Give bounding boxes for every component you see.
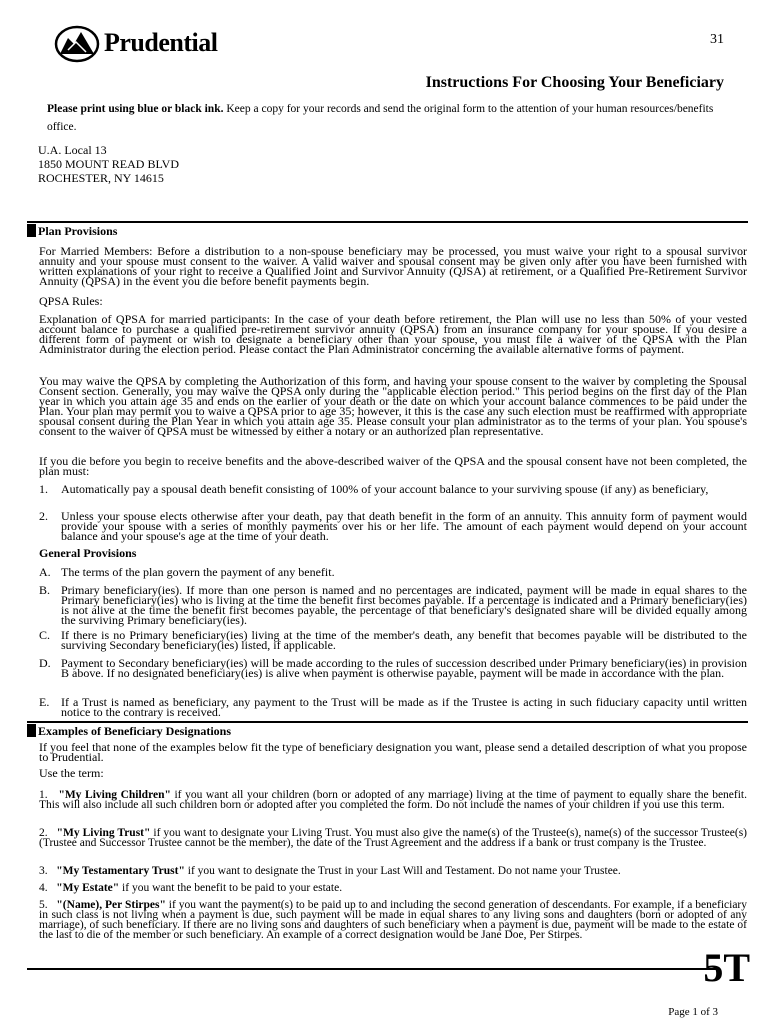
address-block [38,143,179,185]
section-heading-plan-provisions: Plan Provisions [27,224,117,239]
qpsa-waiver-text: You may waive the QPSA by completing the Authorization of this form, and having your spouse consent to the waiver by completing the Spousal Consent section. Generally, you may waive the QPSA only during the "applicable election period." This period begins on the first day of the Plan year in which you attain age 35 and ends on the earlier of your death or the date on which your account balance commences to be paid under the Plan. Your plan may permit you to waive a QPSA prior to age 35; however, it this is the case any such election must be reaffirmed with appropriate spousal consent during the Plan Year in which you attain age 35. Please consult your plan administrator as to the terms of your plan. You spouse's consent to the waiver of QPSA must be witnessed by either a notary or an authorized plan representative. [39,374,747,438]
list-item: C. If there is no Primary beneficiary(ies) living at the time of the member's death, any benefit that becomes payable will be distributed to the surviving Secondary beneficiary(ies) listed, if applicable. [39,628,747,652]
list-item: B. Primary beneficiary(ies). If more than one person is named and no percentages are indicated, payment will be made in equal shares to the Primary beneficiary(ies) who is living at the time the benefit first becomes payable. If a percentage is indicated and a Primary beneficiary(ies) is not alive at the time the benefit first becomes payable, the percentage of that beneficiary's designated share will be divided equally among the surviving Primary beneficiary(ies). [39,583,747,627]
if-die-text: If you die before you begin to receive benefits and the above-described waiver of the QPSA and the spousal consent have not been completed, the plan must: [39,454,747,478]
page-number: 31 [710,32,724,47]
list-item: E. If a Trust is named as beneficiary, any payment to the Trust will be made as if the Trustee is acting in such fiduciary capacity until written notice to the contrary is received. [39,695,747,719]
ink-instruction: Please print using blue or black ink. [47,103,224,115]
section-heading-examples: Examples of Beneficiary Designations [27,724,231,739]
divider [27,968,717,970]
list-item: 1. "My Living Children" if you want all your children (born or adopted of any marriage) living at the time of payment to equally share the benefit. This will also include all such children born or adopted after you completed the form. Do not include the names of your children if you use this term. [39,789,748,811]
intro-text [47,100,727,136]
list-item: 4. "My Estate" if you want the benefit to be paid to your estate. [39,882,343,894]
list-item: 3. "My Testamentary Trust" if you want to designate the Trust in your Last Will and Testament. Do not name your Trustee. [39,865,621,877]
section-marker-icon [27,224,36,237]
list-item: 5. "(Name), Per Stirpes" if you want the payment(s) to be paid up to and including the second generation of descendants. For example, if a beneficiary in such class is not living when a payment is due, such payment will be made in equal shares to any living sons and daughters (born or adopted of any marriage), of such beneficiary. If there are no living sons and daughters of such beneficiary when a payment is due, payment will be made to the estate of the last to die of the member or such beneficiary. An example of a correct designation would be Jane Doe, Per Stirpes. [39,899,747,941]
address-line-2: 1850 MOUNT READ BLVD [38,157,180,171]
divider [27,221,748,223]
section-marker-icon [27,724,36,737]
rock-icon [54,24,100,64]
divider [27,721,748,723]
list-item: 2. Unless your spouse elects otherwise after your death, pay that death benefit in the form of an annuity. This annuity form of payment would provide your spouse with a series of monthly payments over his or her life. The amount of each payment would depend on your account balance and your spouse's age at the time of your death. [39,509,747,543]
section-heading-general-provisions: General Provisions [39,546,137,560]
page-count: Page 1 of 3 [668,1006,718,1018]
logo-wordmark: Prudential [104,28,218,57]
qpsa-rules-label: QPSA Rules: [39,294,103,308]
married-members-text: For Married Members: Before a distribution to a non-spouse beneficiary may be processed, you must waive your right to a spousal survivor annuity and your spouse must consent to the waiver. A valid waiver and spousal consent may be given only after you have been furnished with written explanations of your right to receive a Qualified Joint and Survivor Annuity (QJSA) at retirement, or a Qualified Pre-Retirement Survivor Annuity (QPSA) in the event you die before benefit payments begin. [39,244,747,288]
form-code: 5T [703,945,750,990]
intro-rest: Keep a copy for your records and send the original form to the attention of your human resources/benefits office. [47,103,714,133]
list-item: D. Payment to Secondary beneficiary(ies) will be made according to the rules of succession described under Primary beneficiary(ies) in provision B above. If no designated beneficiary(ies) is alive when payment is otherwise payable, payment will be made in accordance with the plan. [39,656,747,680]
list-item: A. The terms of the plan govern the payment of any benefit. [39,565,335,579]
page-title: Instructions For Choosing Your Beneficiary [425,74,724,91]
examples-intro-text: If you feel that none of the examples below fit the type of beneficiary designation you want, please send a detailed description of what you propose to Prudential. [39,740,747,764]
qpsa-explanation-text: Explanation of QPSA for married participants: In the case of your death before retirement, the Plan will use no less than 50% of your vested account balance to purchase a qualified pre-retirement survivor annuity (QPSA) from an insurance company for your spouse. If you desire a different form of payment or wish to designate a beneficiary other than your spouse, you must file a waiver of the QPSA with the Plan Administrator during the election period. Please contact the Plan Administrator concerning the available alternative forms of payment. [39,312,747,356]
list-item: 1. Automatically pay a spousal death benefit consisting of 100% of your account balance to your surviving spouse (if any) as beneficiary, [39,482,709,496]
address-line-3: ROCHESTER, NY 14615 [38,171,164,185]
use-term-label: Use the term: [39,766,104,780]
address-line-1: U.A. Local 13 [38,143,107,157]
prudential-logo [54,24,244,64]
list-item: 2. "My Living Trust" if you want to designate your Living Trust. You must also give the name(s) of the Trustee(s), name(s) of the successor Trustee(s) (Trustee and Successor Trustee cannot be the member), the date of the Trust Agreement and the address if a bank or trust company is the Trustee. [39,827,747,849]
